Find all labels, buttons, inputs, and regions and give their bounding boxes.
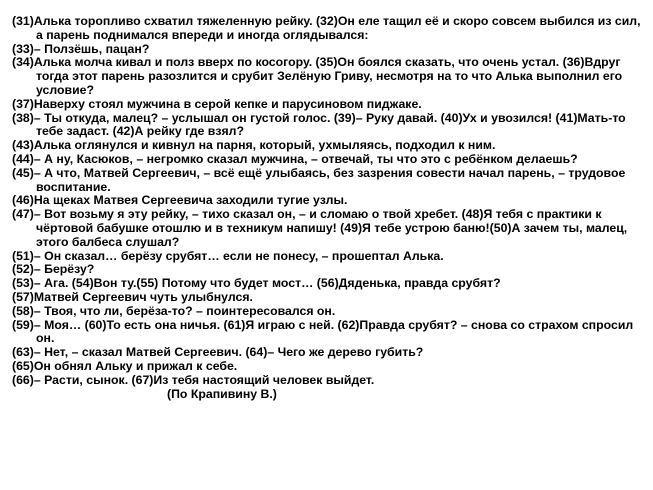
paragraph-51: (51)– Он сказал… берёзу срубят… если не понесу, – прошептал Алька. [12,248,444,263]
paragraph-65: (65)Он обнял Альку и прижал к себе. [12,358,238,373]
paragraph-53: (53)– Ага. (54)Вон ту.(55) Потому что будет мост… (56)Дяденька, правда срубят? [12,276,501,291]
paragraph-63: (63)– Нет, – сказал Матвей Сергеевич. (64)– Чего же дерево губить? [12,345,424,360]
author-signature: (По Крапивину В.) [167,386,277,401]
paragraph-57: (57)Матвей Сергеевич чуть улыбнулся. [12,289,253,304]
paragraph-34: (34)Алька молча кивал и полз вверх по косогору. (35)Он боялся сказать, что очень устал. (36)Вдруг тогда этот парень разозлится и срубит Зелёную Гриву, несмотря на то что Алька выполнил его условие? [12,55,623,97]
paragraph-45: (45)– А что, Матвей Сергеевич, – всё ещё улыбаясь, без зазрения совести начал парень, – трудовое воспитание. [12,165,626,194]
paragraph-44: (44)– А ну, Касюков, – негромко сказал мужчина, – отвечай, ты что это с ребёнком делаешь? [12,151,578,166]
document-text [12,15,647,401]
paragraph-47: (47)– Вот возьму я эту рейку, – тихо сказал он, – и сломаю о твой хребет. (48)Я тебя с практики к чёртовой бабушке отошлю и в техникум напишу! (49)Я тебе устрою баню!(50)А зачем ты, малец, этого балбеса слушал? [12,207,628,249]
paragraph-59: (59)– Моя… (60)То есть она ничья. (61)Я играю с ней. (62)Правда срубят? – снова со страхом спросил он. [12,317,634,346]
paragraph-66: (66)– Расти, сынок. (67)Из тебя настоящий человек выйдет. [12,372,375,387]
paragraph-33: (33)– Ползёшь, пацан? [12,41,150,56]
paragraph-37: (37)Наверху стоял мужчина в серой кепке и парусиновом пиджаке. [12,96,422,111]
paragraph-46: (46)На щеках Матвея Сергеевича заходили тугие узлы. [12,193,348,208]
paragraph-58: (58)– Твоя, что ли, берёза-то? – поинтересовался он. [12,303,336,318]
paragraph-52: (52)– Берёзу? [12,262,95,277]
paragraph-31: (31)Алька торопливо схватил тяжеленную рейку. (32)Он еле тащил её и скоро совсем выбился из сил, а парень поднимался впереди и иногда оглядывался: [12,14,641,42]
paragraph-43: (43)Алька оглянулся и кивнул на парня, который, ухмыляясь, подходил к ним. [12,138,496,153]
paragraph-38: (38)– Ты откуда, малец? – услышал он густой голос. (39)– Руку давай. (40)Ух и увозился! (41)Мать-то тебе задаст. (42)А рейку где взял? [12,110,626,139]
